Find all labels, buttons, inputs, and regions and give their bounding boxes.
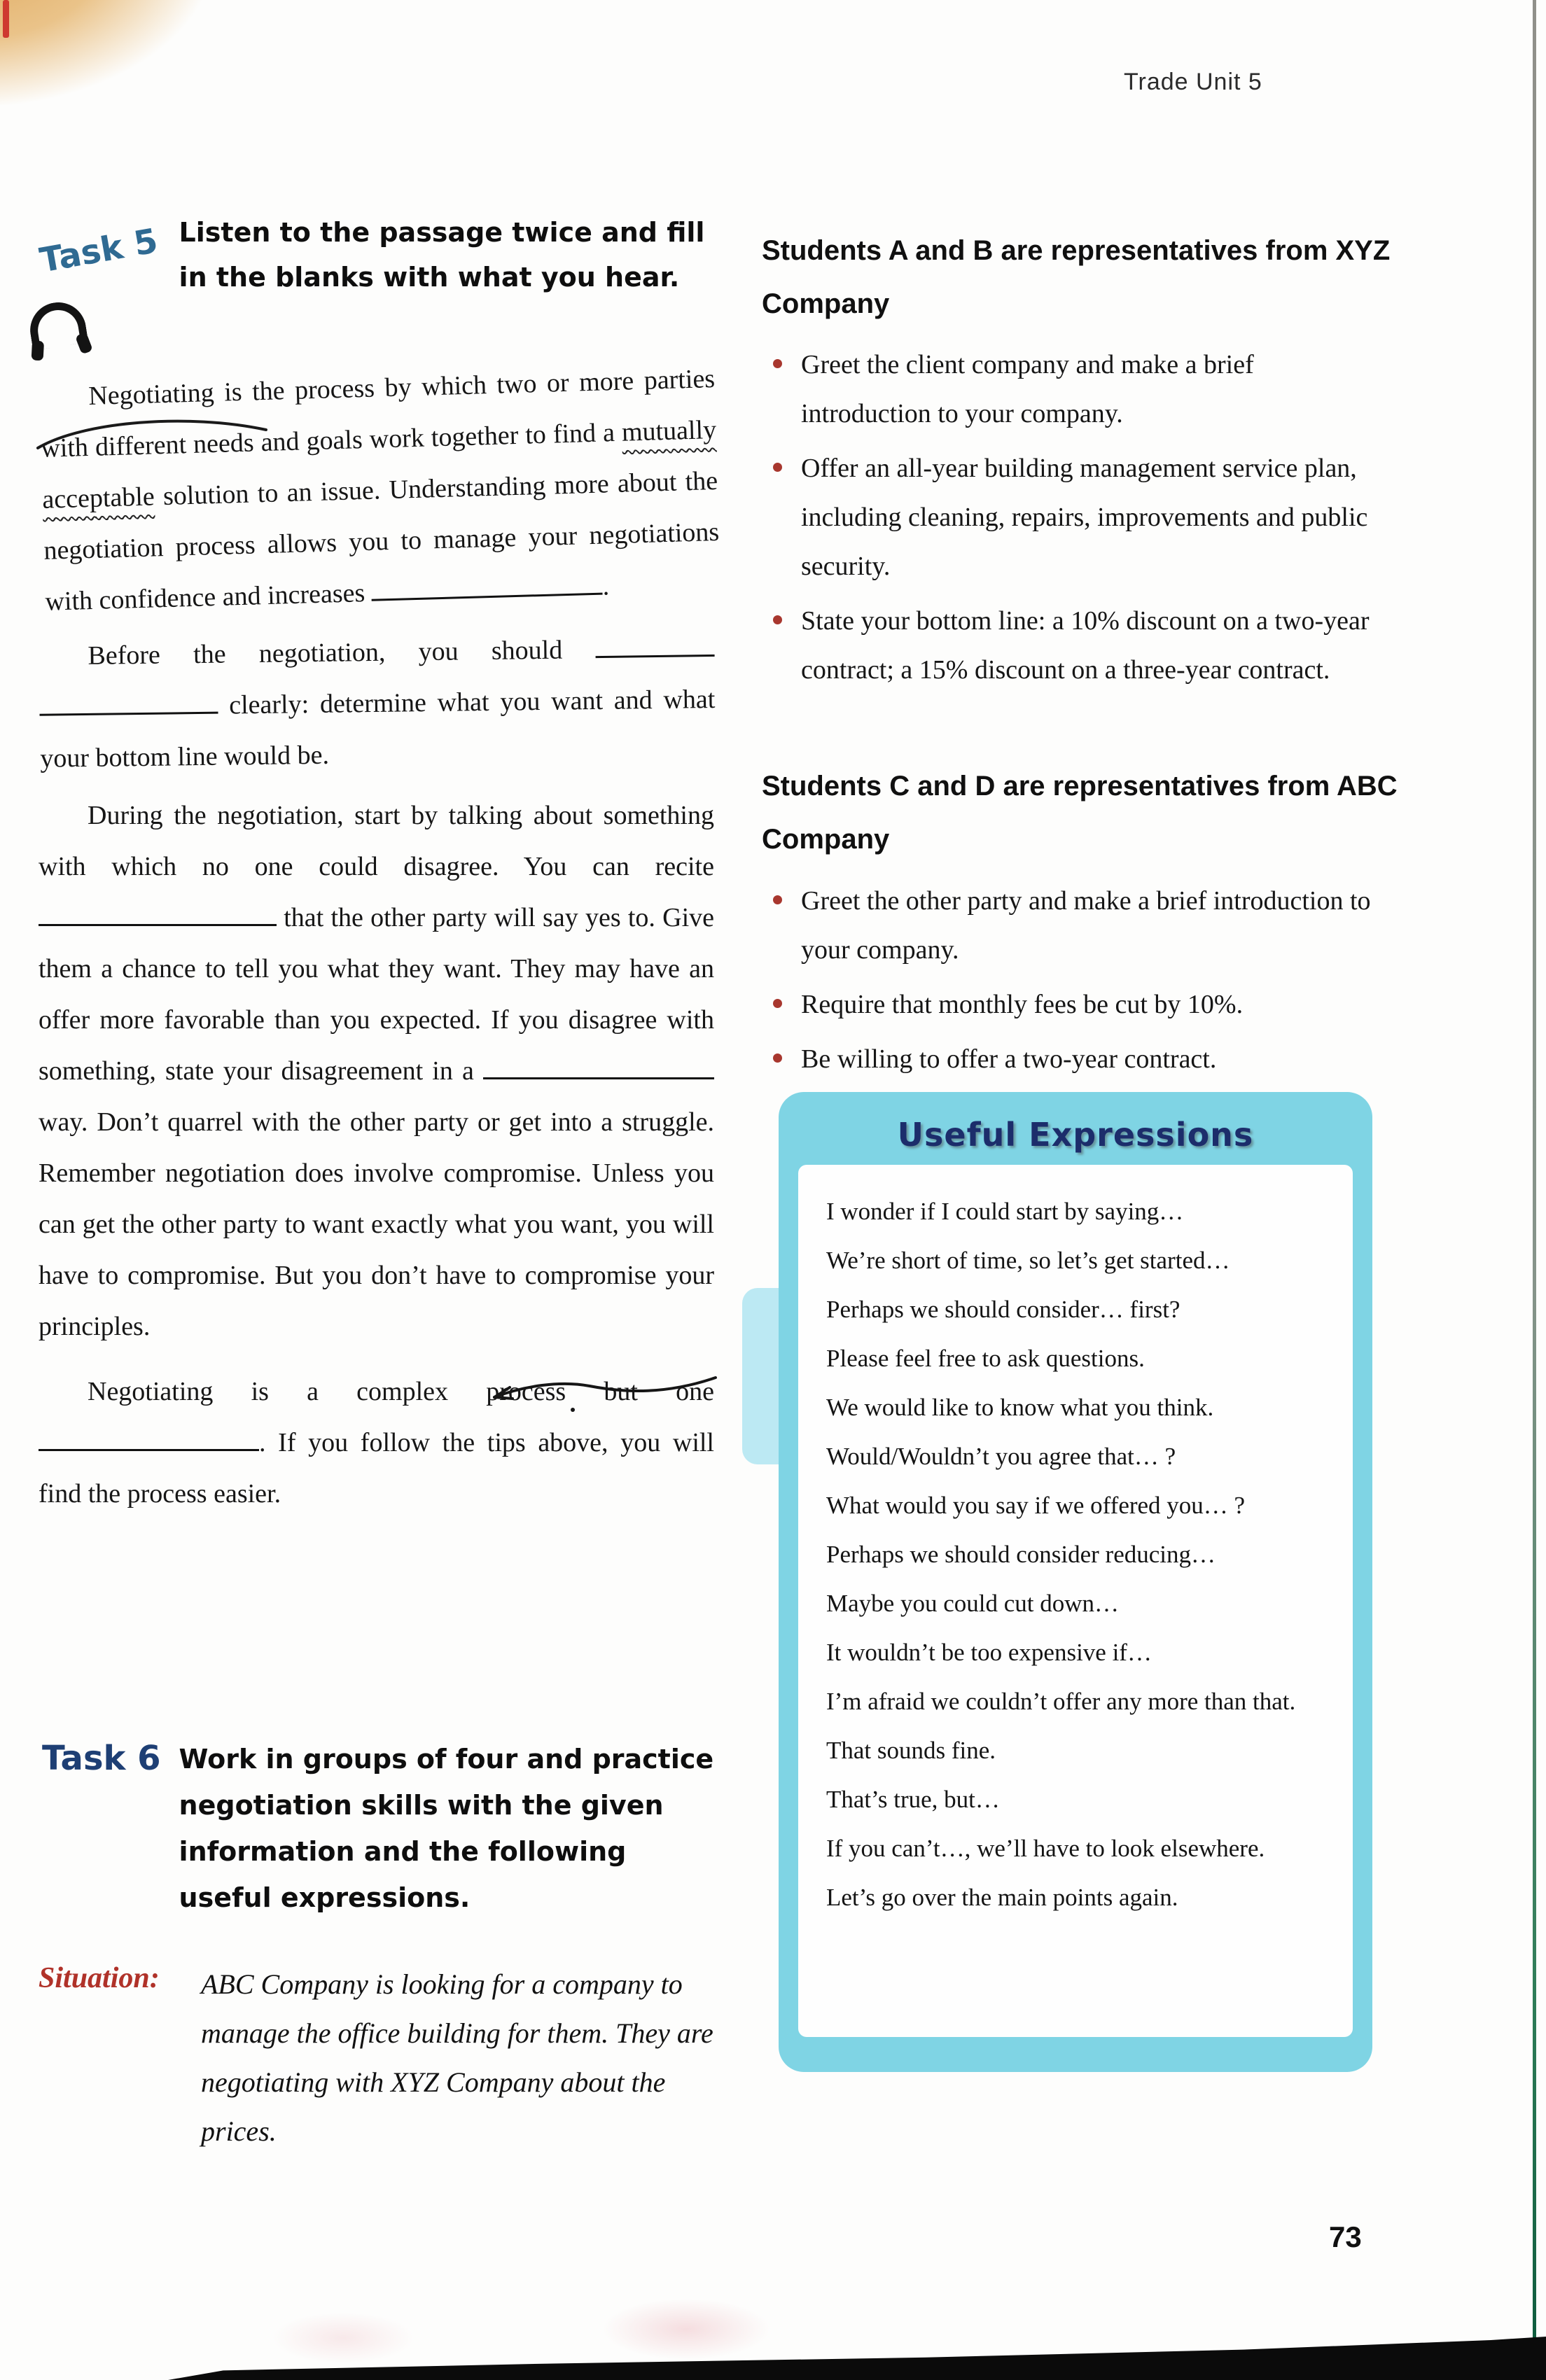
expression-item: Perhaps we should consider… first? (826, 1296, 1181, 1323)
expression-item: Maybe you could cut down… (826, 1590, 1119, 1617)
expression-item: Perhaps we should consider reducing… (826, 1541, 1216, 1568)
passage-text: Negotiating is the process by which two or more parties with different needs and goals work together to find a (40, 363, 716, 463)
unit-header: Trade Unit 5 (1124, 69, 1262, 95)
pen-underlined-text: mutually acceptable (41, 414, 717, 514)
expression-item: I’m afraid we couldn’t offer any more than that. (826, 1688, 1296, 1715)
students-cd-heading: Students C and D are representatives from ABC Company (762, 771, 1398, 855)
task5-block (36, 210, 714, 300)
task6-title: Work in groups of four and practice negotiation skills with the given information and the following useful expressions. (179, 1744, 714, 1913)
expression-item: That sounds fine. (826, 1737, 996, 1764)
task6-block (42, 1736, 728, 1921)
expression-item: Would/Wouldn’t you agree that… ? (826, 1443, 1176, 1470)
students-ab-list (762, 340, 1385, 700)
scan-page-edge-right (1533, 0, 1536, 2344)
role-bullet: Be willing to offer a two-year contract. (762, 1035, 1385, 1084)
role-bullet: Require that monthly fees be cut by 10%. (762, 980, 1385, 1029)
listening-passage (39, 354, 720, 1534)
scan-red-mark (3, 0, 9, 38)
passage-text: Negotiating is a complex process but one (88, 1377, 714, 1406)
situation-block (39, 1960, 725, 2156)
passage-text: that the other party will say yes to. Give them a chance to tell you what they want. They may have an offer more favorable than you expected. If you disagree with something, state your disagreement in a (39, 903, 714, 1086)
expression-item: What would you say if we offered you… ? (826, 1492, 1246, 1519)
useful-expressions-list (826, 1193, 1329, 1916)
useful-expressions-panel (798, 1165, 1353, 2037)
expression-item: If you can’t…, we’ll have to look elsewhere. (826, 1835, 1265, 1862)
headphones-icon (24, 298, 92, 361)
expression-item: We’re short of time, so let’s get started… (826, 1247, 1230, 1274)
role-bullet: State your bottom line: a 10% discount on a two-year contract; a 15% discount on a three-year contract. (762, 596, 1385, 694)
passage-paragraph-2 (39, 623, 716, 785)
scan-corner-stain (0, 0, 210, 105)
scan-smudge (595, 2296, 777, 2362)
students-cd-list (762, 876, 1385, 1089)
task6-label: Task 6 (42, 1739, 161, 1778)
role-bullet: Greet the client company and make a brief introduction to your company. (762, 340, 1385, 438)
situation-text: ABC Company is looking for a company to manage the office building for them. They are negotiating with XYZ Company about the prices. (201, 1968, 713, 2147)
expression-item: That’s true, but… (826, 1786, 1000, 1813)
passage-text: clearly: determine what you want and what your bottom line would be. (40, 684, 716, 774)
useful-expressions-title: Useful Expressions (897, 1116, 1254, 1154)
expression-item: Let’s go over the main points again. (826, 1884, 1178, 1911)
passage-text: solution to an issue. Understanding more about the negotiation process allows you to manage your negotiations with confidence and increases (43, 465, 720, 617)
fill-in-blank (39, 917, 277, 926)
passage-text: . If you follow the tips above, you will find the process easier. (39, 1428, 714, 1508)
fill-in-blank (39, 705, 218, 716)
useful-expressions-box (779, 1092, 1372, 2072)
fill-in-blank (39, 1442, 259, 1451)
pen-mark-squiggle (483, 1366, 721, 1417)
expression-item: Please feel free to ask questions. (826, 1345, 1145, 1372)
page-number: 73 (1329, 2220, 1362, 2253)
task5-label: Task 5 (36, 221, 161, 281)
passage-text: way. Don’t quarrel with the other party or get into a struggle. Remember negotiation does involve compromise. Unless you can get the other party to want exactly what you want, you will have to compromise. But you don’t have to compromise your principles. (39, 1107, 714, 1341)
role-bullet: Offer an all-year building management service plan, including cleaning, repairs, improvements and public security. (762, 444, 1385, 591)
passage-text: . (601, 571, 610, 601)
expression-item: I wonder if I could start by saying… (826, 1198, 1184, 1225)
passage-text: During the negotiation, start by talking about something with which no one could disagree. You can recite (39, 801, 714, 881)
pen-mark-arc (34, 412, 272, 452)
fill-in-blank (483, 1070, 714, 1079)
passage-paragraph-1 (39, 354, 721, 628)
fill-in-blank (372, 586, 603, 601)
passage-text: Before the negotiation, you should (88, 635, 596, 671)
expression-item: We would like to know what you think. (826, 1394, 1214, 1421)
fill-in-blank (595, 648, 714, 658)
expression-item: It wouldn’t be too expensive if… (826, 1639, 1152, 1666)
role-bullet: Greet the other party and make a brief introduction to your company. (762, 876, 1385, 974)
situation-label: Situation: (39, 1962, 160, 1994)
scan-smudge (266, 2310, 420, 2366)
task5-title: Listen to the passage twice and fill in the blanks with what you hear. (179, 217, 705, 293)
passage-paragraph-3 (39, 790, 714, 1352)
students-ab-heading: Students A and B are representatives from XYZ Company (762, 235, 1391, 319)
